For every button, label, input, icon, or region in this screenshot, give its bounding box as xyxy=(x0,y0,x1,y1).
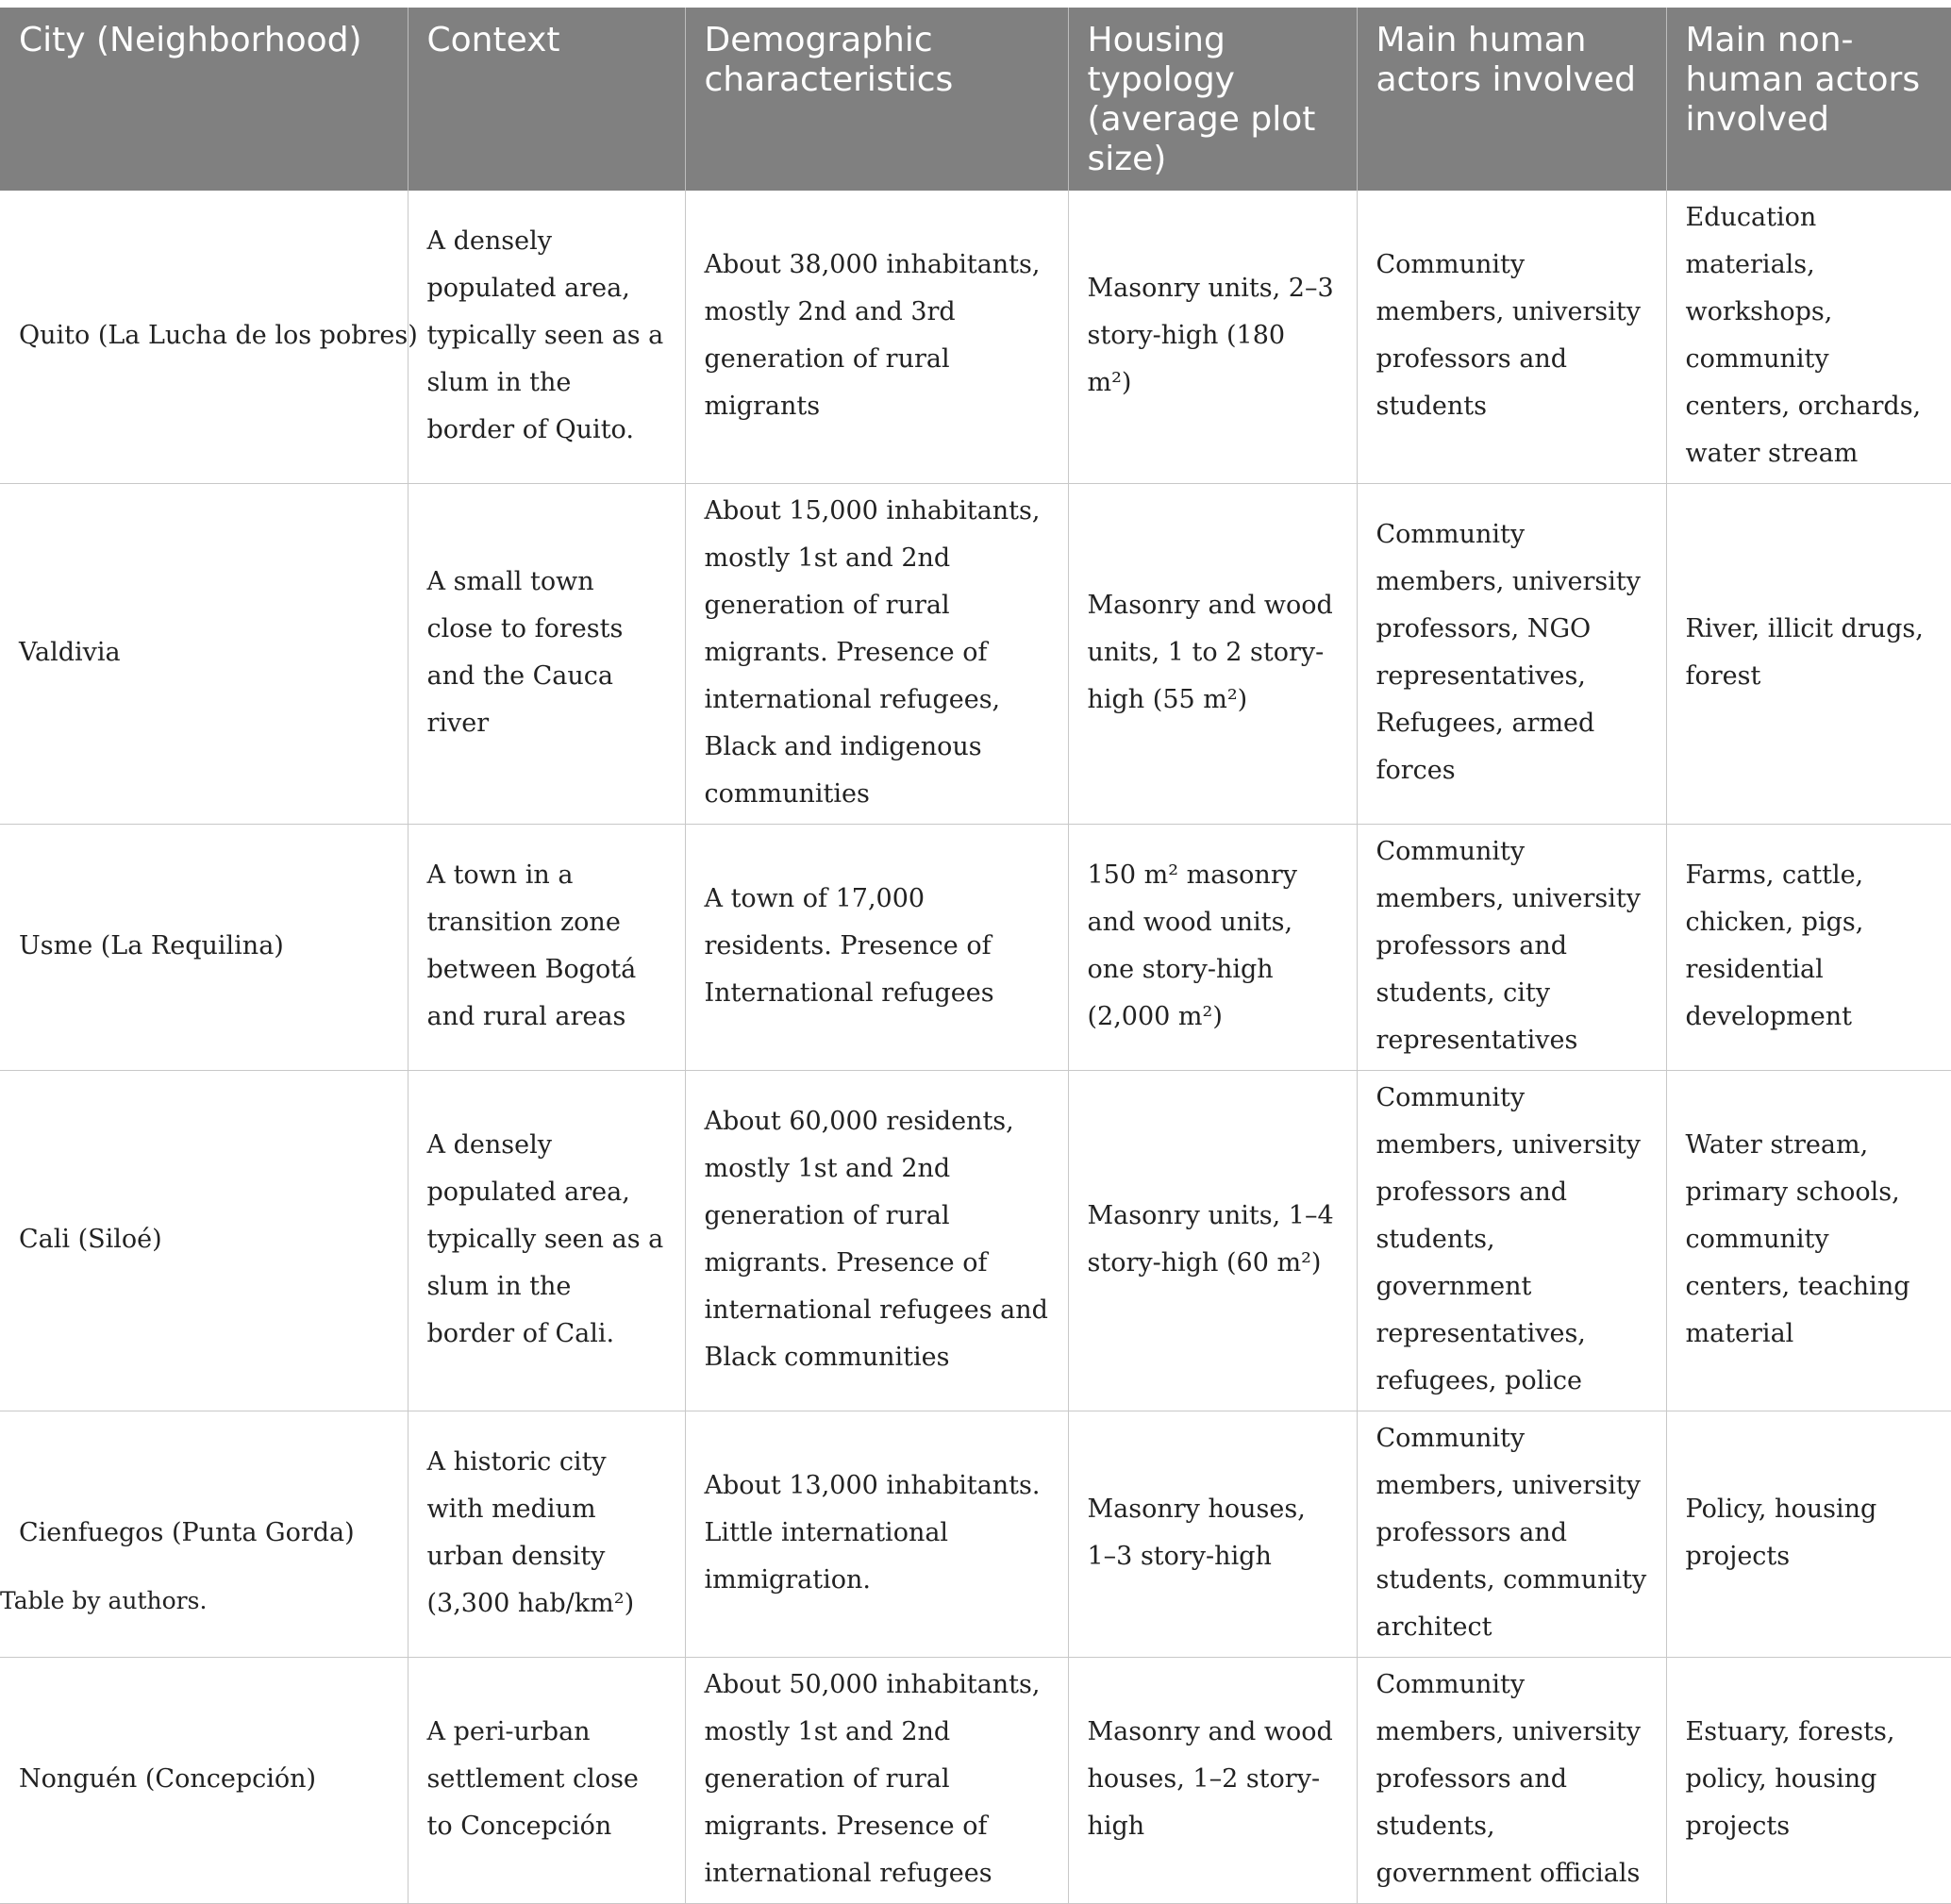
cell-city: Cienfuegos (Punta Gorda) xyxy=(0,1411,408,1658)
cell-housing: 150 m² masonry and wood units, one story-high (2,000 m²) xyxy=(1068,825,1357,1071)
table-row xyxy=(0,825,1951,1071)
table-body xyxy=(0,191,1951,1904)
cell-context: A densely populated area, typically seen as a slum in the border of Cali. xyxy=(408,1071,685,1411)
cell-context: A historic city with medium urban density (3,300 hab/km²) xyxy=(408,1411,685,1658)
header-demographics: Demographic characteristics xyxy=(685,8,1068,191)
cell-human-actors: Community members, university professors and students, government officials xyxy=(1357,1658,1666,1904)
table-header xyxy=(0,8,1951,191)
cell-non-human-actors: Education materials, workshops, community centers, orchards, water stream xyxy=(1666,191,1951,484)
cell-context: A densely populated area, typically seen as a slum in the border of Quito. xyxy=(408,191,685,484)
cell-human-actors: Community members, university professors and students, city representatives xyxy=(1357,825,1666,1071)
cell-human-actors: Community members, university professors and students, government representatives, refugees, police xyxy=(1357,1071,1666,1411)
cell-city: Quito (La Lucha de los pobres) xyxy=(0,191,408,484)
cell-demographics: About 38,000 inhabitants, mostly 2nd and 3rd generation of rural migrants xyxy=(685,191,1068,484)
cell-non-human-actors: Farms, cattle, chicken, pigs, residential development xyxy=(1666,825,1951,1071)
data-table-container xyxy=(0,8,1951,1904)
cell-housing: Masonry units, 2–3 story-high (180 m²) xyxy=(1068,191,1357,484)
cell-demographics: About 15,000 inhabitants, mostly 1st and 2nd generation of rural migrants. Presence of international refugees, Black and indigenous communities xyxy=(685,484,1068,825)
table-row xyxy=(0,1411,1951,1658)
header-row xyxy=(0,8,1951,191)
header-city: City (Neighborhood) xyxy=(0,8,408,191)
cell-context: A small town close to forests and the Cauca river xyxy=(408,484,685,825)
cell-context: A peri-urban settlement close to Concepción xyxy=(408,1658,685,1904)
cell-demographics: About 50,000 inhabitants, mostly 1st and 2nd generation of rural migrants. Presence of international refugees xyxy=(685,1658,1068,1904)
table-row xyxy=(0,1071,1951,1411)
cell-housing: Masonry and wood units, 1 to 2 story-high (55 m²) xyxy=(1068,484,1357,825)
header-human-actors: Main human actors involved xyxy=(1357,8,1666,191)
cell-city: Usme (La Requilina) xyxy=(0,825,408,1071)
cell-housing: Masonry and wood houses, 1–2 story-high xyxy=(1068,1658,1357,1904)
cell-housing: Masonry units, 1–4 story-high (60 m²) xyxy=(1068,1071,1357,1411)
cell-non-human-actors: Estuary, forests, policy, housing projects xyxy=(1666,1658,1951,1904)
table-footnote: Table by authors. xyxy=(0,1587,208,1614)
data-table xyxy=(0,8,1951,1904)
cell-non-human-actors: Policy, housing projects xyxy=(1666,1411,1951,1658)
cell-context: A town in a transition zone between Bogotá and rural areas xyxy=(408,825,685,1071)
cell-human-actors: Community members, university professors and students xyxy=(1357,191,1666,484)
cell-city: Nonguén (Concepción) xyxy=(0,1658,408,1904)
cell-demographics: About 60,000 residents, mostly 1st and 2nd generation of rural migrants. Presence of international refugees and Black communities xyxy=(685,1071,1068,1411)
cell-demographics: About 13,000 inhabitants. Little international immigration. xyxy=(685,1411,1068,1658)
cell-non-human-actors: River, illicit drugs, forest xyxy=(1666,484,1951,825)
cell-city: Cali (Siloé) xyxy=(0,1071,408,1411)
header-non-human-actors: Main non-human actors involved xyxy=(1666,8,1951,191)
header-housing: Housing typology (average plot size) xyxy=(1068,8,1357,191)
table-row xyxy=(0,191,1951,484)
table-row xyxy=(0,1658,1951,1904)
table-row xyxy=(0,484,1951,825)
cell-human-actors: Community members, university professors, NGO representatives, Refugees, armed forces xyxy=(1357,484,1666,825)
header-context: Context xyxy=(408,8,685,191)
cell-housing: Masonry houses, 1–3 story-high xyxy=(1068,1411,1357,1658)
cell-human-actors: Community members, university professors and students, community architect xyxy=(1357,1411,1666,1658)
cell-non-human-actors: Water stream, primary schools, community centers, teaching material xyxy=(1666,1071,1951,1411)
cell-city: Valdivia xyxy=(0,484,408,825)
cell-demographics: A town of 17,000 residents. Presence of International refugees xyxy=(685,825,1068,1071)
